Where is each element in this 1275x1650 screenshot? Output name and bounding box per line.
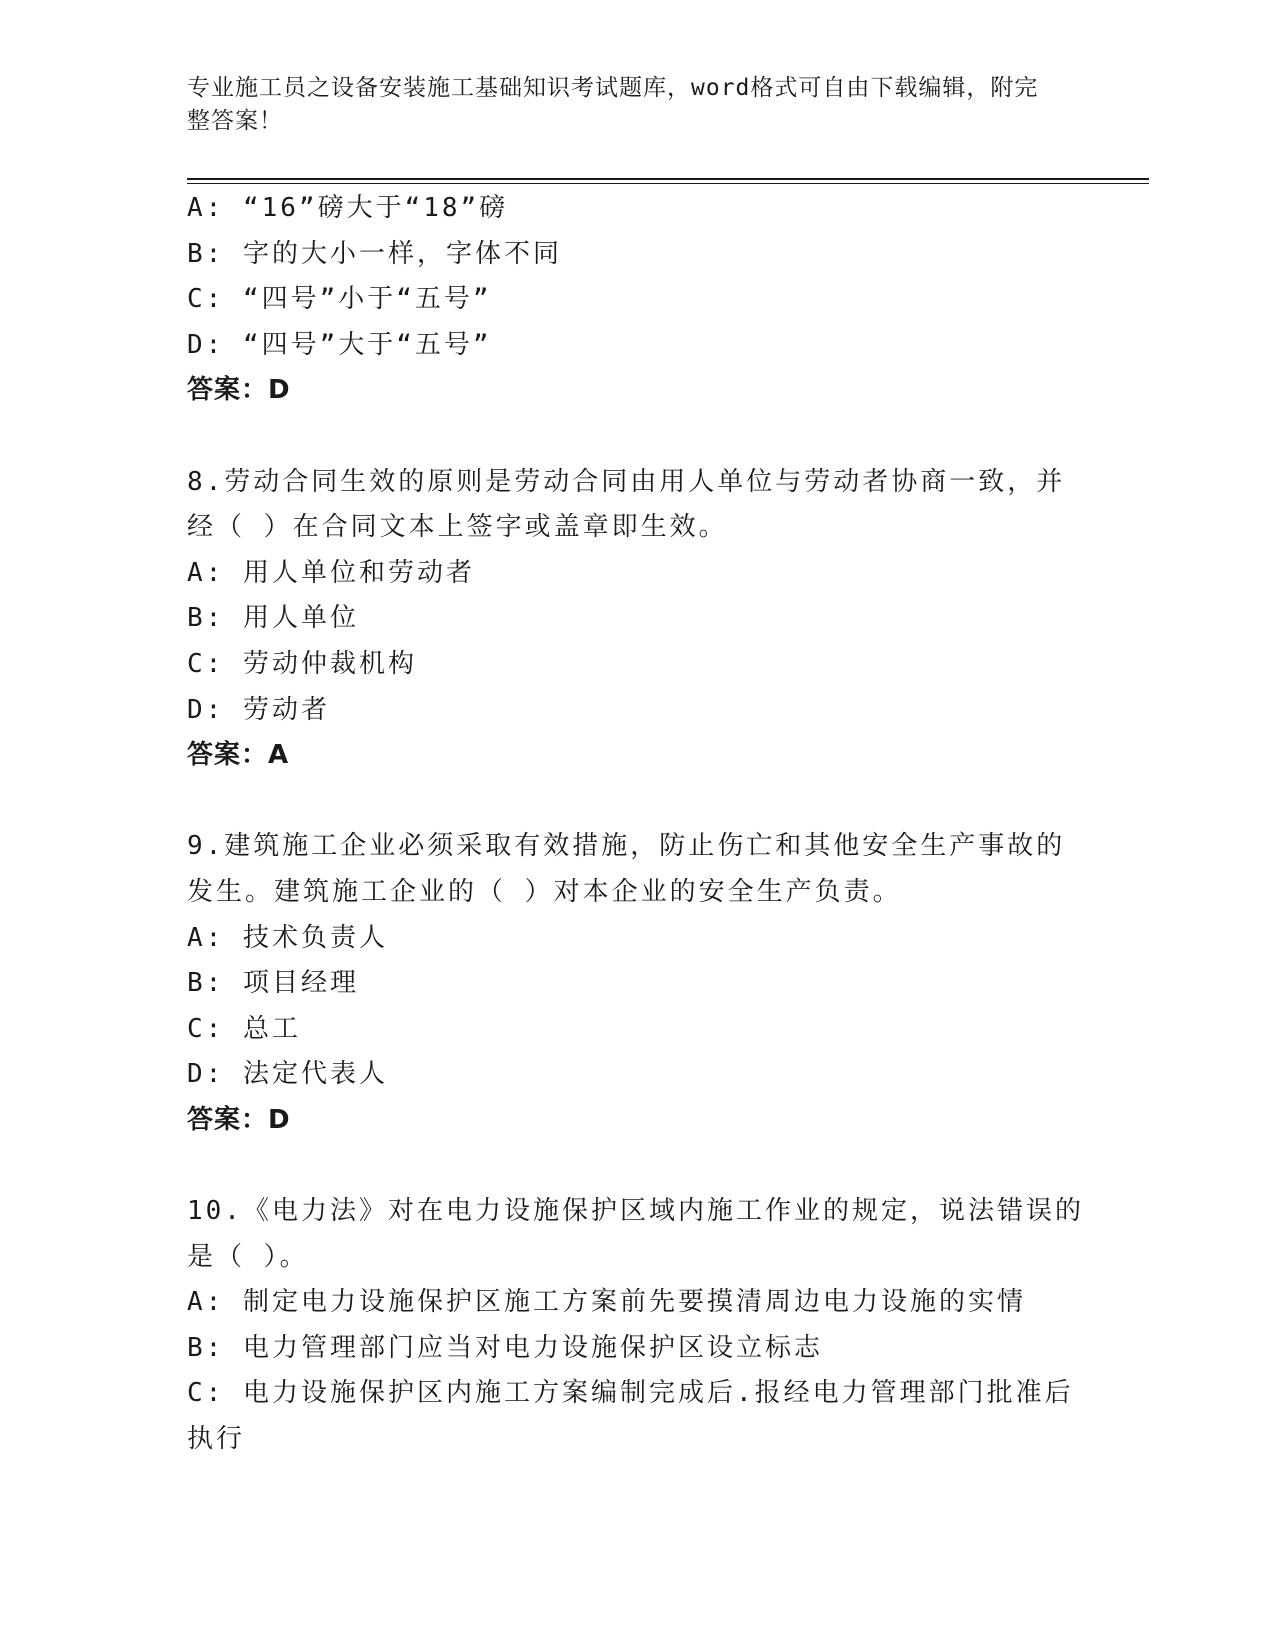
question-9 xyxy=(187,824,1087,1143)
answer-line: 答案：A xyxy=(187,740,290,771)
question-content xyxy=(187,186,1087,1463)
spacer xyxy=(187,414,1087,460)
spacer xyxy=(187,779,1087,825)
option-b: B: 用人单位 xyxy=(187,603,359,634)
option-c: C: 总工 xyxy=(187,1013,301,1044)
header-divider-thick xyxy=(187,178,1149,180)
question-8 xyxy=(187,460,1087,779)
question-stem-line-1: 10.《电力法》对在电力设施保护区域内施工作业的规定，说法错误的 xyxy=(187,1196,1084,1227)
option-c: C: 电力设施保护区内施工方案编制完成后.报经电力管理部门批准后 xyxy=(187,1378,1074,1409)
option-d: D: “四号”大于“五号” xyxy=(187,329,492,360)
question-stem-line-2: 是（ ）。 xyxy=(187,1241,309,1272)
option-b: B: 项目经理 xyxy=(187,968,359,999)
question-stem-line-2: 经（ ）在合同文本上签字或盖章即生效。 xyxy=(187,512,728,543)
option-a: A: 制定电力设施保护区施工方案前先要摸清周边电力设施的实情 xyxy=(187,1287,1026,1318)
answer-line: 答案：D xyxy=(187,1104,291,1135)
option-a: A: 用人单位和劳动者 xyxy=(187,557,475,588)
document-header xyxy=(187,72,1067,138)
header-line-1: 专业施工员之设备安装施工基础知识考试题库，word格式可自由下载编辑，附完 xyxy=(187,75,1039,101)
question-7 xyxy=(187,186,1087,414)
option-d: D: 劳动者 xyxy=(187,694,330,725)
question-10 xyxy=(187,1189,1087,1463)
spacer xyxy=(187,1143,1087,1189)
question-stem-line-2: 发生。建筑施工企业的（ ）对本企业的安全生产负责。 xyxy=(187,876,902,907)
header-line-2: 整答案！ xyxy=(187,108,283,134)
option-b: B: 字的大小一样，字体不同 xyxy=(187,238,562,269)
question-stem-line-1: 9.建筑施工企业必须采取有效措施，防止伤亡和其他安全生产事故的 xyxy=(187,831,1066,862)
header-divider-thin xyxy=(187,183,1149,184)
answer-line: 答案：D xyxy=(187,375,291,406)
question-stem-line-1: 8.劳动合同生效的原则是劳动合同由用人单位与劳动者协商一致，并 xyxy=(187,466,1066,497)
option-a: A: 技术负责人 xyxy=(187,922,388,953)
option-c: C: 劳动仲裁机构 xyxy=(187,648,417,679)
option-c-continued: 执行 xyxy=(187,1424,246,1455)
option-b: B: 电力管理部门应当对电力设施保护区设立标志 xyxy=(187,1332,823,1363)
option-d: D: 法定代表人 xyxy=(187,1059,388,1090)
option-a: A: “16”磅大于“18”磅 xyxy=(187,193,509,223)
option-c: C: “四号”小于“五号” xyxy=(187,284,492,315)
